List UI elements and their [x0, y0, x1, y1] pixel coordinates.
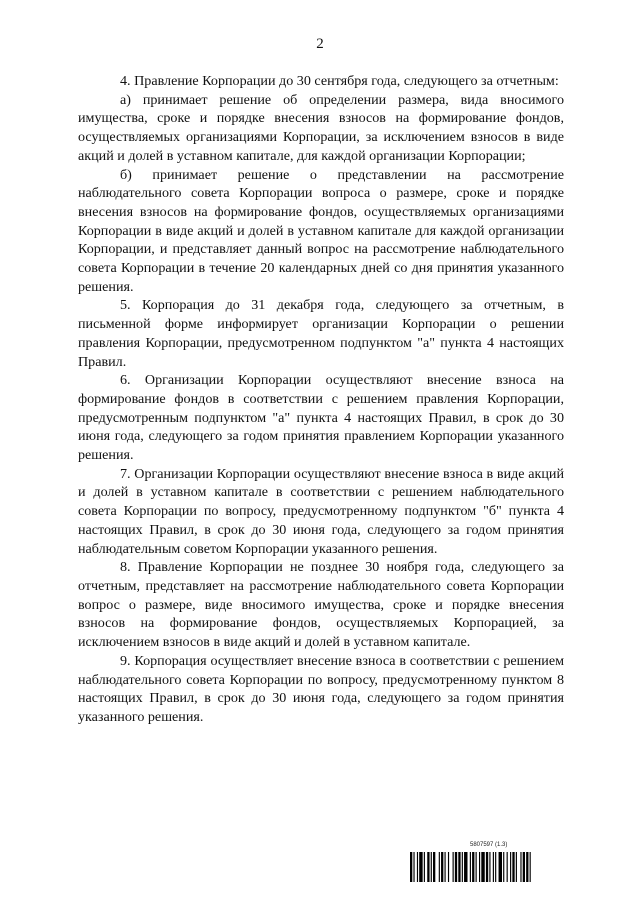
paragraph-4b: б) принимает решение о представлении на рассмотрение наблюдательного совета Корпорации вопроса о размере, сроке и порядке внесения взносов на формирование фондов, осуществляемых организациями Корпорации в виде акций и долей в уставном капитале для каждой организации Корпорации, и представляет данный вопрос на рассмотрение наблюдательного совета Корпорации в течение 20 календарных дней со дня принятия указанного решения. — [78, 166, 564, 295]
barcode-number: 5807597 (1.3) — [470, 842, 508, 848]
page-number: 2 — [316, 36, 324, 52]
paragraph-6: 6. Организации Корпорации осуществляют внесение взноса на формирование фондов в соответствии с решением правления Корпорации, предусмотренным подпунктом "а" пункта 4 настоящих Правил, в срок до 30 июня года, следующего за годом принятия правлением Корпорации указанного решения. — [78, 372, 564, 464]
paragraph-8: 8. Правление Корпорации не позднее 30 ноября года, следующего за отчетным, представляет на рассмотрение наблюдательного совета Корпорации вопрос о размере, виде вносимого имущества, сроке и порядке внесения взносов на формирование фондов, осуществляемых Корпорацией, за исключением взносов в виде акций и долей в уставном капитале. — [78, 559, 564, 651]
document-body — [78, 72, 564, 727]
barcode-icon — [410, 852, 578, 882]
barcode-block — [410, 842, 578, 884]
paragraph-5: 5. Корпорация до 31 декабря года, следующего за отчетным, в письменной форме информирует организации Корпорации о решении правления Корпорации, предусмотренном подпунктом "а" пункта 4 настоящих Правил. — [78, 297, 564, 370]
paragraph-7: 7. Организации Корпорации осуществляют внесение взноса в виде акций и долей в уставном капитале в соответствии с решением наблюдательного совета Корпорации по вопросу, предусмотренному подпунктом "б" пункта 4 настоящих Правил, в срок до 30 июня года, следующего за годом принятия наблюдательным советом Корпорации указанного решения. — [78, 465, 564, 557]
paragraph-4a: а) принимает решение об определении размера, вида вносимого имущества, сроке и порядке внесения взносов на формирование фондов, осуществляемых организациями Корпорации, за исключением взносов в виде акций и долей в уставном капитале, для каждой организации Корпорации; — [78, 91, 564, 164]
paragraph-4: 4. Правление Корпорации до 30 сентября года, следующего за отчетным: — [120, 73, 559, 89]
paragraph-9: 9. Корпорация осуществляет внесение взноса в соответствии с решением наблюдательного совета Корпорации по вопросу, предусмотренному пунктом 8 настоящих Правил, в срок до 30 июня года, следующего за годом принятия указанного решения. — [78, 652, 564, 725]
